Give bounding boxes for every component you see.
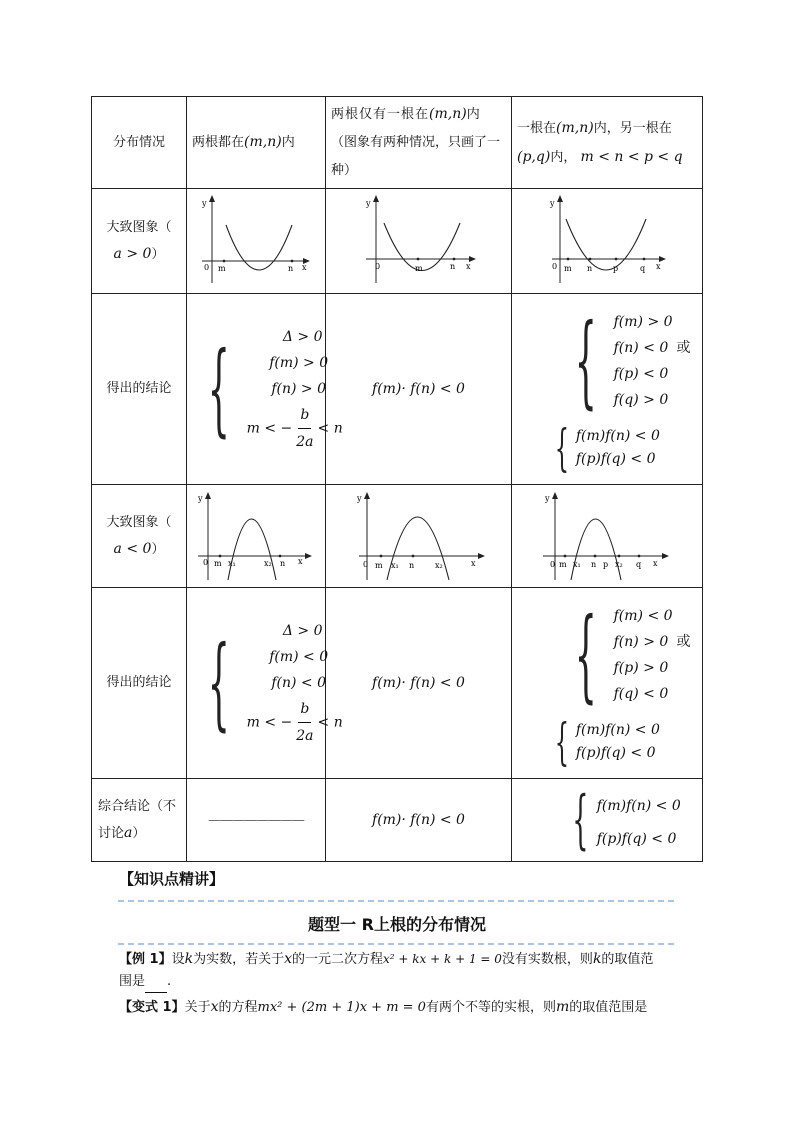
section-title: 【知识点精讲】 <box>119 870 225 888</box>
svg-text:p: p <box>613 264 619 273</box>
parabola-down-one-root-graph <box>349 488 489 584</box>
svg-text:x₁: x₁ <box>390 561 399 570</box>
label-conclusion: 得出的结论 <box>92 294 187 485</box>
left-brace: { <box>207 330 230 447</box>
summary-row <box>92 779 703 862</box>
parabola-up-two-intervals-graph <box>542 193 672 289</box>
svg-text:x₂: x₂ <box>434 561 443 570</box>
parabola-down-two-intervals-graph <box>537 488 677 584</box>
summary-two-intervals: { f(m)f(n) < 0 f(p)f(q) < 0 <box>512 779 703 862</box>
graph-cell <box>512 189 703 294</box>
root-distribution-table <box>91 96 703 862</box>
svg-text:x: x <box>656 262 661 271</box>
svg-text:m: m <box>414 264 423 273</box>
graph-cell <box>187 485 326 588</box>
svg-text:n: n <box>408 561 414 570</box>
svg-text:n: n <box>449 262 455 271</box>
svg-text:y: y <box>198 494 203 503</box>
answer-blank <box>145 978 167 993</box>
svg-text:m: m <box>218 264 226 273</box>
graph-cell <box>326 485 512 588</box>
left-brace: { <box>207 624 230 741</box>
svg-text:m: m <box>559 560 567 569</box>
svg-text:y: y <box>550 199 555 208</box>
graph-cell <box>187 189 326 294</box>
svg-text:n: n <box>587 264 593 273</box>
variant-tag: 【变式 1】 <box>119 1000 185 1015</box>
header-note: （图象有两种情况，只画了一种） <box>331 135 501 178</box>
svg-text:x₂: x₂ <box>615 560 623 569</box>
parabola-down-both-roots-graph <box>192 488 320 584</box>
summary-both-roots-empty: ———————— <box>187 779 326 862</box>
label-graph-a-negative: 大致图象（ a < 0） <box>92 485 187 588</box>
conclusion-one-root: f(m)· f(n) < 0 <box>326 294 512 485</box>
svg-text:x: x <box>653 559 658 568</box>
graph-cell <box>512 485 703 588</box>
graph-row-a-negative <box>92 485 703 588</box>
svg-text:y: y <box>545 494 550 503</box>
conclusion-both-roots: { Δ > 0 f(m) > 0 f(n) > 0 m < − $\frac{b}{2a}$ < n <box>187 294 326 485</box>
divider-top <box>118 900 674 902</box>
svg-text:x₂: x₂ <box>264 559 272 568</box>
svg-text:0: 0 <box>362 560 368 569</box>
conclusion-row-a-positive <box>92 294 703 485</box>
svg-text:x: x <box>470 559 476 568</box>
svg-text:m: m <box>564 264 572 273</box>
variant-1: 【变式 1】关于x的方程mx² + (2m + 1)x + m = 0有两个不等的实根，则m的取值范围是 <box>119 999 648 1015</box>
svg-text:n: n <box>288 264 294 273</box>
example-1: 【例 1】设k为实数，若关于x的一元二次方程x² + kx + k + 1 = 0没有实数根，则k的取值范 围是 . <box>119 948 679 993</box>
svg-text:0: 0 <box>550 560 556 569</box>
svg-text:0: 0 <box>203 558 209 567</box>
svg-text:x₁: x₁ <box>573 560 581 569</box>
svg-text:x: x <box>298 557 303 566</box>
svg-text:n: n <box>280 559 286 568</box>
svg-text:m: m <box>374 561 383 570</box>
label-graph-a-positive: 大致图象（ a > 0） <box>92 189 187 294</box>
label-summary: 综合结论（不讨论a） <box>92 779 187 862</box>
header-cell-distribution: 分布情况 <box>92 97 187 189</box>
summary-one-root: f(m)· f(n) < 0 <box>326 779 512 862</box>
parabola-up-both-roots-graph <box>196 193 316 289</box>
svg-text:y: y <box>365 199 371 208</box>
header-cell-both-roots: 两根都在(m,n)内 <box>187 97 326 189</box>
graph-cell <box>326 189 512 294</box>
conclusion-two-intervals: { f(m) < 0 f(n) > 0 f(p) > 0 f(q) < 0 或 { f(m)f(n) < 0 f(p)f(q) < 0 <box>512 588 703 779</box>
svg-text:q: q <box>636 560 642 569</box>
interval-mn: (m,n) <box>244 134 282 150</box>
header-cell-two-intervals: 一根在(m,n)内，另一根在 (p,q)内， m < n < p < q <box>512 97 703 189</box>
svg-text:y: y <box>356 494 362 503</box>
header-cell-one-root: 两根仅有一根在(m,n)内 （图象有两种情况，只画了一种） <box>326 97 512 189</box>
svg-text:x: x <box>302 263 307 272</box>
type-title: 题型一 R上根的分布情况 <box>308 915 486 934</box>
svg-text:p: p <box>603 560 609 569</box>
svg-text:y: y <box>202 199 207 208</box>
svg-text:x₁: x₁ <box>228 559 236 568</box>
graph-row-a-positive <box>92 189 703 294</box>
parabola-up-one-root-graph <box>354 193 484 289</box>
svg-text:n: n <box>591 560 597 569</box>
conclusion-two-intervals: { f(m) > 0 f(n) < 0 f(p) < 0 f(q) > 0 或 { f(m)f(n) < 0 f(p)f(q) < 0 <box>512 294 703 485</box>
svg-text:0: 0 <box>204 263 210 272</box>
conclusion-both-roots: { Δ > 0 f(m) < 0 f(n) < 0 m < − $\frac{b}{2a}$ < n <box>187 588 326 779</box>
svg-text:m: m <box>214 559 222 568</box>
divider-bottom <box>118 943 674 945</box>
header-row <box>92 97 703 189</box>
example-tag: 【例 1】 <box>119 952 172 967</box>
svg-text:x: x <box>465 262 471 271</box>
conclusion-one-root: f(m)· f(n) < 0 <box>326 588 512 779</box>
conclusion-row-a-negative <box>92 588 703 779</box>
svg-text:q: q <box>640 264 646 273</box>
svg-text:0: 0 <box>552 262 558 271</box>
svg-text:0: 0 <box>374 262 380 271</box>
label-conclusion: 得出的结论 <box>92 588 187 779</box>
